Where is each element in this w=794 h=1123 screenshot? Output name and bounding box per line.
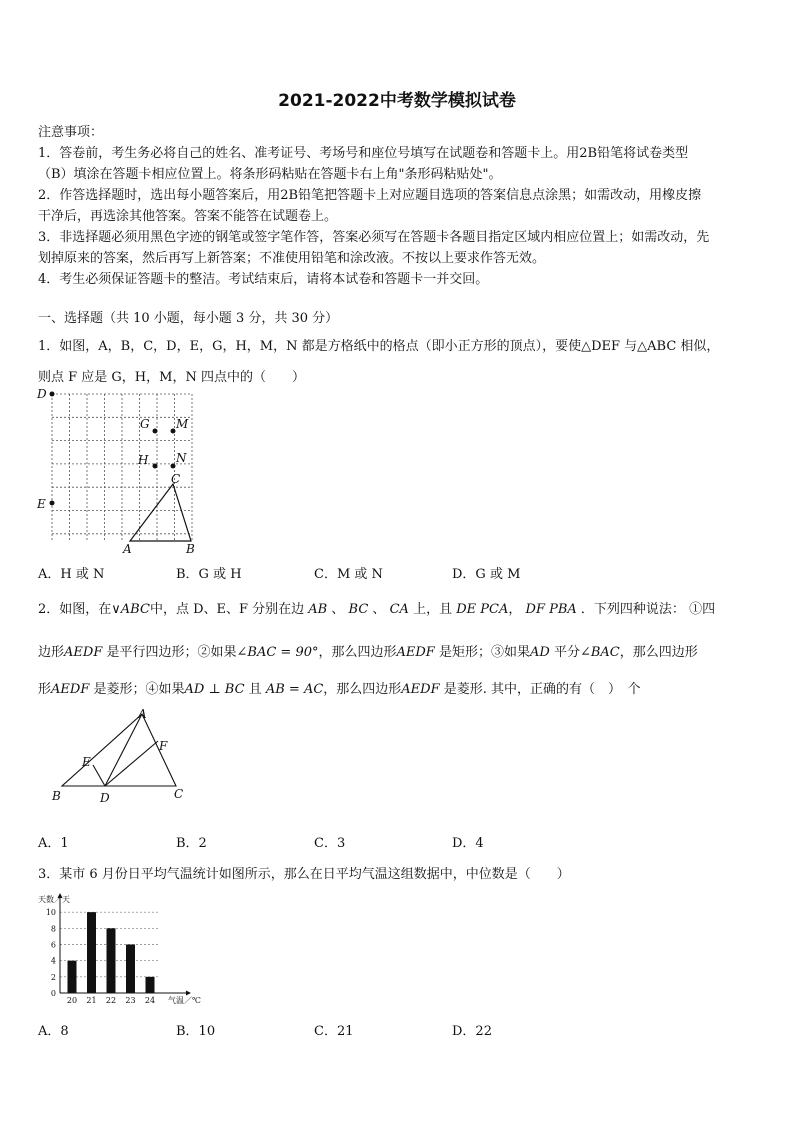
q1-stem-line1: 1．如图，A，B，C，D，E，G，H，M，N 都是方格纸中的格点（即小正方形的顶点），要使△DEF 与△ABC 相似， — [38, 339, 720, 354]
x-tick-label: 23 — [125, 996, 136, 1005]
q2-text: 平分 — [553, 645, 580, 660]
point-m — [171, 429, 176, 434]
y-axis-title: 天数／天 — [38, 895, 70, 904]
q2-text: 、 — [331, 602, 345, 617]
y-tick-label: 0 — [50, 989, 56, 998]
q2-text: 是矩形；③如果 — [438, 645, 530, 660]
q2-stem-line1 — [38, 598, 715, 617]
label-h: H — [138, 453, 149, 467]
label-b: B — [186, 542, 195, 556]
q2-math: AB = AC — [265, 682, 324, 697]
notice-line: 1．答卷前，考生务必将自己的姓名、准考证号、考场号和座位号填写在试题卷和答题卡上。用2B铅笔将试卷类型 — [38, 146, 689, 161]
label-g: G — [140, 417, 150, 431]
label-d: D — [37, 387, 47, 401]
q1-option-d: D．G 或 M — [452, 567, 521, 582]
point-h — [153, 464, 158, 469]
q1-option-b: B．G 或 H — [176, 567, 242, 582]
q2-math: ∠BAC = 90° — [236, 645, 319, 660]
point-d — [50, 392, 55, 397]
q3-option-b: B．10 — [176, 1024, 216, 1039]
q2-math: AD ⊥ BC — [184, 682, 245, 697]
bar — [146, 977, 155, 993]
q3-option-a: A．8 — [38, 1024, 69, 1039]
label-e: E — [82, 755, 91, 769]
notice-line: 4．考生必须保证答题卡的整洁。考试结束后，请将本试卷和答题卡一并交回。 — [38, 272, 489, 287]
q2-math: ∠BAC — [579, 645, 620, 660]
bar — [87, 912, 96, 993]
bar — [107, 928, 116, 993]
q2-math: AB — [308, 602, 328, 617]
q2-text: ， — [508, 602, 522, 617]
bar — [68, 961, 77, 993]
q2-text: ，那么四边形 — [323, 682, 402, 697]
bar — [126, 945, 135, 994]
q2-math: DF PBA — [525, 602, 577, 617]
q2-option-c: C．3 — [314, 836, 346, 851]
label-c: C — [171, 472, 181, 486]
triangle-abc — [130, 484, 191, 541]
point-e — [50, 501, 55, 506]
label-a: A — [123, 542, 132, 556]
q2-triangle-figure — [48, 706, 198, 806]
x-axis-title: 气温／℃ — [168, 996, 201, 1005]
q2-text: 、 — [372, 602, 386, 617]
notice-line: 干净后，再选涂其他答案。答案不能答在试题卷上。 — [38, 209, 338, 224]
notice-heading: 注意事项： — [38, 125, 104, 140]
q2-text: 形 — [38, 682, 52, 697]
q3-option-d: D．22 — [452, 1024, 492, 1039]
y-tick-label: 4 — [50, 956, 56, 966]
q1-option-c: C．M 或 N — [314, 567, 383, 582]
q2-math: AEDF — [51, 682, 90, 697]
label-c: C — [174, 787, 184, 801]
q2-text: 上，且 — [413, 602, 453, 617]
point-g — [153, 429, 158, 434]
label-e: E — [37, 497, 46, 511]
section-heading: 一、选择题（共 10 小题，每小题 3 分，共 30 分） — [38, 311, 339, 326]
q2-option-b: B．2 — [176, 836, 207, 851]
label-d: D — [100, 791, 110, 805]
x-tick-label: 24 — [144, 996, 156, 1005]
q2-text: 中，点 D、E、F 分别在边 — [149, 602, 305, 617]
label-a: A — [138, 707, 147, 721]
y-tick-label: 6 — [50, 940, 56, 950]
q2-math: AD — [529, 645, 550, 660]
q2-text: 2．如图，在 — [38, 602, 112, 617]
page-title: 2021-2022中考数学模拟试卷 — [278, 91, 516, 111]
q2-text: 是平行四边形；②如果 — [106, 645, 237, 660]
q2-text: 是菱形. 其中，正确的有（ ） 个 — [443, 682, 641, 697]
notice-line: （B）填涂在答题卡相应位置上。将条形码粘贴在答题卡右上角"条形码粘贴处"。 — [38, 167, 502, 182]
x-tick-label: 21 — [86, 996, 97, 1005]
q2-math: AEDF — [396, 645, 435, 660]
x-axis-arrow — [186, 991, 191, 996]
notice-line: 2．作答选择题时，选出每小题答案后，用2B铅笔把答题卡上对应题目选项的答案信息点涂黑；如需改动，用橡皮擦 — [38, 188, 702, 203]
q2-stem-line3 — [38, 678, 641, 697]
y-tick-label: 10 — [45, 908, 56, 918]
q2-math: DE PCA — [456, 602, 509, 617]
q2-math: BC — [348, 602, 369, 617]
q2-text: 边形 — [38, 645, 65, 660]
q2-text: 且 — [248, 682, 262, 697]
q2-math: ∨ABC — [111, 602, 150, 617]
point-n — [171, 464, 176, 469]
q1-stem-line2: 则点 F 应是 G，H，M，N 四点中的（ ） — [38, 370, 305, 385]
q3-option-c: C．21 — [314, 1024, 354, 1039]
q2-text: ．下列四种说法： — [580, 602, 685, 617]
q2-math: AEDF — [401, 682, 440, 697]
q1-option-a: A．H 或 N — [38, 567, 105, 582]
notice-line: 3．非选择题必须用黑色字迹的钢笔或签字笔作答，答案必须写在答题卡各题目指定区域内相应位置上；如需改动，先 — [38, 230, 710, 245]
q2-math: AEDF — [64, 645, 103, 660]
q3-stem: 3．某市 6 月份日平均气温统计如图所示，那么在日平均气温这组数据中，中位数是（ ） — [38, 867, 570, 882]
label-b: B — [52, 789, 61, 803]
q2-option-a: A．1 — [38, 836, 69, 851]
q2-text: ①四 — [689, 602, 716, 617]
q2-text: ，那么四边形 — [318, 645, 397, 660]
x-tick-label: 20 — [66, 996, 78, 1005]
label-n: N — [176, 451, 187, 465]
q2-option-d: D．4 — [452, 836, 484, 851]
q3-bar-chart — [34, 888, 210, 1012]
label-m: M — [176, 417, 189, 431]
q2-stem-line2 — [38, 641, 698, 660]
label-f: F — [159, 739, 168, 753]
y-tick-label: 2 — [50, 972, 56, 982]
q1-grid-figure — [34, 386, 204, 558]
x-tick-label: 22 — [105, 996, 117, 1005]
y-tick-label: 8 — [50, 924, 56, 934]
q2-text: ，那么四边形 — [619, 645, 698, 660]
notice-line: 划掉原来的答案，然后再写上新答案；不准使用铅笔和涂改液。不按以上要求作答无效。 — [38, 251, 546, 266]
q2-math: CA — [389, 602, 409, 617]
q2-text: 是菱形；④如果 — [93, 682, 185, 697]
